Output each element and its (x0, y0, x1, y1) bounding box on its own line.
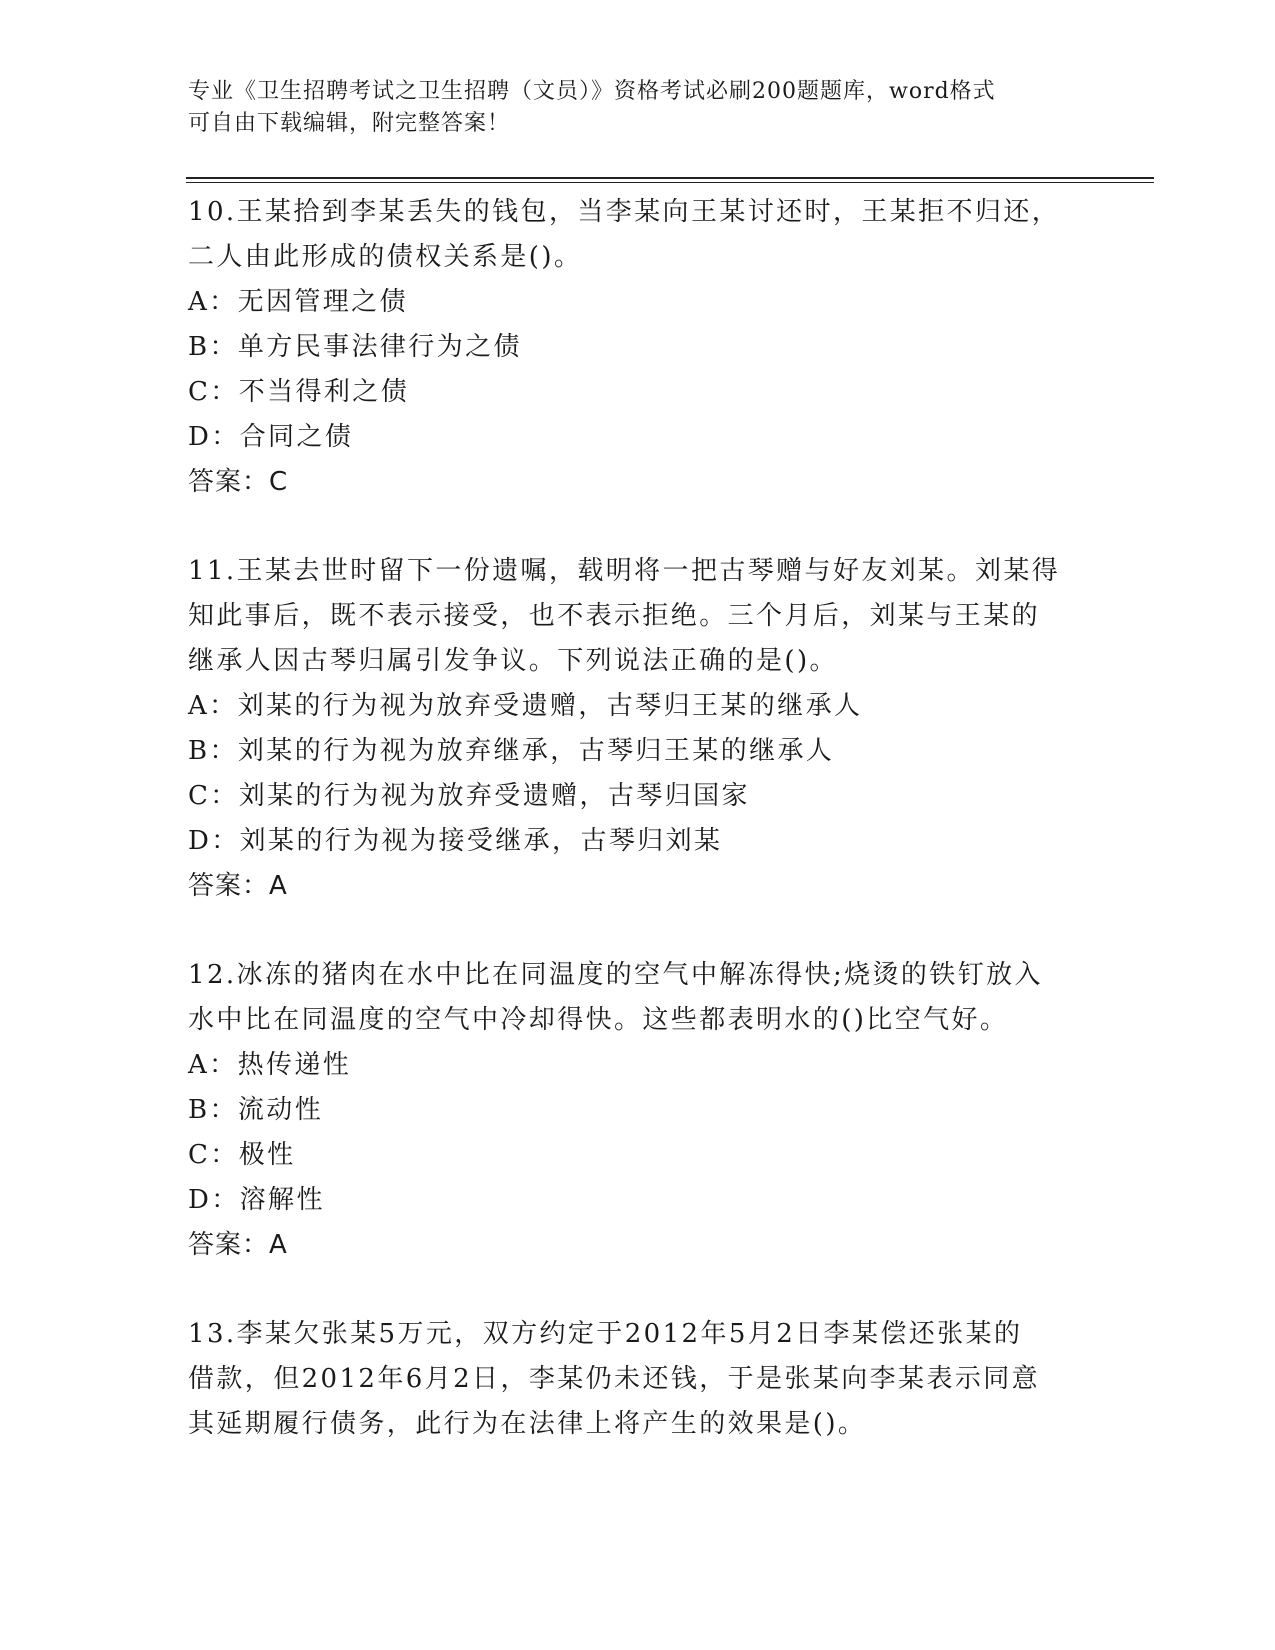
answer-line (188, 460, 1088, 505)
answer-label: 答案： (188, 467, 270, 497)
option-b: B：刘某的行为视为放弃继承，古琴归王某的继承人 (188, 736, 835, 766)
answer-label: 答案： (188, 1230, 270, 1260)
answer-line (188, 864, 1088, 909)
stem-line: 借款，但2012年6月2日，李某仍未还钱，于是张某向李某表示同意 (188, 1364, 1041, 1394)
question-11 (188, 549, 1088, 909)
option-a: A：无因管理之债 (188, 287, 408, 317)
answer-line (188, 1223, 1088, 1268)
question-list (188, 190, 1088, 1491)
answer-value: A (269, 1230, 288, 1260)
option-c: C：不当得利之债 (188, 377, 410, 407)
document-header (188, 76, 1068, 140)
answer-label: 答案： (188, 871, 270, 901)
header-divider-thin (186, 182, 1154, 183)
option-d: D：刘某的行为视为接受继承，古琴归刘某 (188, 826, 723, 856)
option-b: B：流动性 (188, 1095, 324, 1125)
stem-line: 知此事后，既不表示接受，也不表示拒绝。三个月后，刘某与王某的 (188, 601, 1041, 631)
stem-line: 水中比在同温度的空气中冷却得快。这些都表明水的()比空气好。 (188, 1005, 1009, 1035)
option-d: D：溶解性 (188, 1185, 325, 1215)
stem-line: 13.李某欠张某5万元，双方约定于2012年5月2日李某偿还张某的 (188, 1319, 1023, 1349)
question-stem (188, 190, 1088, 280)
answer-value: C (269, 467, 289, 497)
option-c: C：极性 (188, 1140, 296, 1170)
question-12 (188, 953, 1088, 1268)
question-10 (188, 190, 1088, 505)
header-divider-thick (186, 177, 1154, 179)
option-c: C：刘某的行为视为放弃受遗赠，古琴归国家 (188, 781, 750, 811)
stem-line: 其延期履行债务，此行为在法律上将产生的效果是()。 (188, 1409, 867, 1439)
option-a: A：热传递性 (188, 1050, 352, 1080)
header-line-1: 专业《卫生招聘考试之卫生招聘（文员）》资格考试必刷200题题库，word格式 (188, 79, 996, 104)
option-a: A：刘某的行为视为放弃受遗赠，古琴归王某的继承人 (188, 691, 863, 721)
header-line-2: 可自由下载编辑，附完整答案！ (188, 111, 511, 136)
stem-line: 12.冰冻的猪肉在水中比在同温度的空气中解冻得快;烧烫的铁钉放入 (188, 960, 1043, 990)
question-stem (188, 549, 1088, 684)
stem-line: 二人由此形成的债权关系是()。 (188, 242, 583, 272)
question-stem (188, 1312, 1088, 1447)
stem-line: 10.王某拾到李某丢失的钱包，当李某向王某讨还时，王某拒不归还， (188, 197, 1061, 227)
question-stem (188, 953, 1088, 1043)
question-13 (188, 1312, 1088, 1447)
answer-value: A (269, 871, 288, 901)
option-d: D：合同之债 (188, 422, 354, 452)
stem-line: 继承人因古琴归属引发争议。下列说法正确的是()。 (188, 646, 838, 676)
option-b: B：单方民事法律行为之债 (188, 332, 522, 362)
stem-line: 11.王某去世时留下一份遗嘱，载明将一把古琴赠与好友刘某。刘某得 (188, 556, 1061, 586)
